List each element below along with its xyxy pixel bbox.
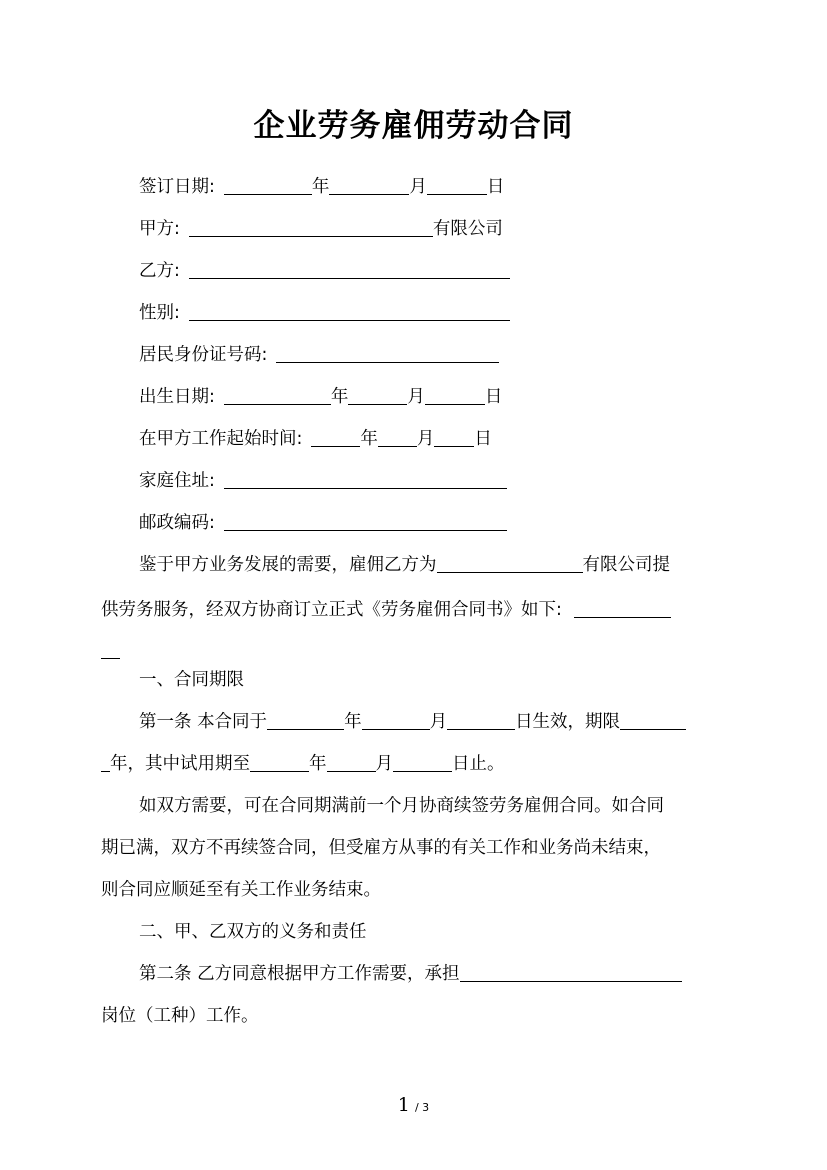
start-time-line bbox=[139, 426, 492, 452]
day-text: 日 bbox=[486, 177, 505, 197]
postcode-label: 邮政编码: bbox=[139, 513, 215, 533]
party-b-label: 乙方: bbox=[139, 261, 180, 281]
current-page-number: 1 bbox=[397, 1094, 410, 1116]
sign-date-year-blank bbox=[224, 175, 312, 195]
party-b-blank bbox=[189, 259, 510, 279]
page-number bbox=[0, 1094, 827, 1116]
day-text: 日 bbox=[474, 429, 492, 449]
intro-wrap-blank bbox=[101, 639, 120, 659]
article-2-text: 第二条 乙方同意根据甲方工作需要，承担 bbox=[139, 964, 460, 984]
year-text: 年 bbox=[360, 429, 378, 449]
effective-month-blank bbox=[362, 710, 430, 730]
term-blank bbox=[620, 710, 686, 730]
article-1-line-1 bbox=[139, 709, 686, 735]
id-number-blank bbox=[276, 343, 499, 363]
article-1-text-d: 日生效，期限 bbox=[515, 712, 621, 732]
party-a-blank bbox=[189, 217, 433, 237]
start-time-label: 在甲方工作起始时间: bbox=[139, 429, 303, 449]
renewal-line-1: 如双方需要，可在合同期满前一个月协商续签劳务雇佣合同。如合同 bbox=[139, 796, 664, 816]
effective-day-blank bbox=[447, 710, 515, 730]
intro-company-blank bbox=[437, 553, 583, 573]
position-blank bbox=[460, 962, 682, 982]
article-2-line-1 bbox=[139, 961, 682, 987]
id-number-line bbox=[139, 342, 499, 368]
month-text: 月 bbox=[409, 177, 427, 197]
article-1-month: 月 bbox=[429, 712, 448, 732]
birth-date-label: 出生日期: bbox=[139, 387, 215, 407]
intro-line-3 bbox=[101, 638, 120, 664]
page-title: 企业劳务雇佣劳动合同 bbox=[253, 108, 574, 144]
party-b-line bbox=[139, 258, 510, 284]
probation-day-text: 日止。 bbox=[452, 754, 505, 774]
id-number-label: 居民身份证号码: bbox=[139, 345, 268, 365]
start-day-blank bbox=[434, 427, 474, 447]
intro-text-line2: 供劳务服务，经双方协商订立正式《劳务雇佣合同书》如下: bbox=[101, 600, 562, 620]
term-wrap-blank bbox=[101, 752, 110, 772]
start-month-blank bbox=[378, 427, 417, 447]
postcode-blank bbox=[224, 511, 507, 531]
probation-year-blank bbox=[250, 752, 309, 772]
month-text: 月 bbox=[407, 387, 425, 407]
renewal-line-2: 期已满，双方不再续签合同，但受雇方从事的有关工作和业务尚未结束， bbox=[101, 838, 661, 858]
party-a-label: 甲方: bbox=[139, 219, 180, 239]
party-a-suffix: 有限公司 bbox=[432, 219, 503, 239]
intro-text-a: 鉴于甲方业务发展的需要，雇佣乙方为 bbox=[139, 555, 437, 575]
address-line bbox=[139, 468, 507, 494]
sign-date-month-blank bbox=[329, 175, 409, 195]
sign-date-label: 签订日期: bbox=[139, 177, 215, 197]
article-1-line-2 bbox=[101, 751, 505, 777]
start-year-blank bbox=[311, 427, 360, 447]
gender-blank bbox=[189, 301, 510, 321]
intro-line-2 bbox=[101, 597, 671, 623]
effective-year-blank bbox=[267, 710, 344, 730]
probation-day-blank bbox=[393, 752, 452, 772]
year-text: 年 bbox=[330, 387, 349, 407]
intro-line-1 bbox=[139, 552, 670, 578]
address-blank bbox=[224, 469, 507, 489]
gender-label: 性别: bbox=[139, 303, 180, 323]
day-text: 日 bbox=[484, 387, 503, 407]
gender-line bbox=[139, 300, 510, 326]
probation-month-text: 月 bbox=[375, 754, 393, 774]
sign-date-line bbox=[139, 174, 504, 200]
address-label: 家庭住址: bbox=[139, 471, 215, 491]
intro-tail-blank bbox=[574, 598, 671, 618]
section-1-heading: 一、合同期限 bbox=[139, 670, 244, 690]
birth-year-blank bbox=[224, 385, 331, 405]
article-1-text-a: 第一条 本合同于 bbox=[139, 712, 268, 732]
total-pages: / 3 bbox=[414, 1101, 430, 1114]
article-1-year: 年 bbox=[344, 712, 362, 732]
birth-day-blank bbox=[425, 385, 485, 405]
birth-date-line bbox=[139, 384, 502, 410]
intro-text-b: 有限公司提 bbox=[582, 555, 670, 575]
birth-month-blank bbox=[348, 385, 407, 405]
month-text: 月 bbox=[416, 429, 435, 449]
probation-year-text: 年 bbox=[309, 754, 327, 774]
renewal-line-3: 则合同应顺延至有关工作业务结束。 bbox=[101, 880, 381, 900]
party-a-line bbox=[139, 216, 503, 242]
probation-month-blank bbox=[327, 752, 376, 772]
article-2-line-2: 岗位（工种）工作。 bbox=[101, 1006, 259, 1026]
sign-date-day-blank bbox=[427, 175, 487, 195]
section-2-heading: 二、甲、乙双方的义务和责任 bbox=[139, 922, 367, 942]
year-text: 年 bbox=[311, 177, 330, 197]
article-1-text-line2: 年，其中试用期至 bbox=[110, 754, 250, 774]
postcode-line bbox=[139, 510, 507, 536]
